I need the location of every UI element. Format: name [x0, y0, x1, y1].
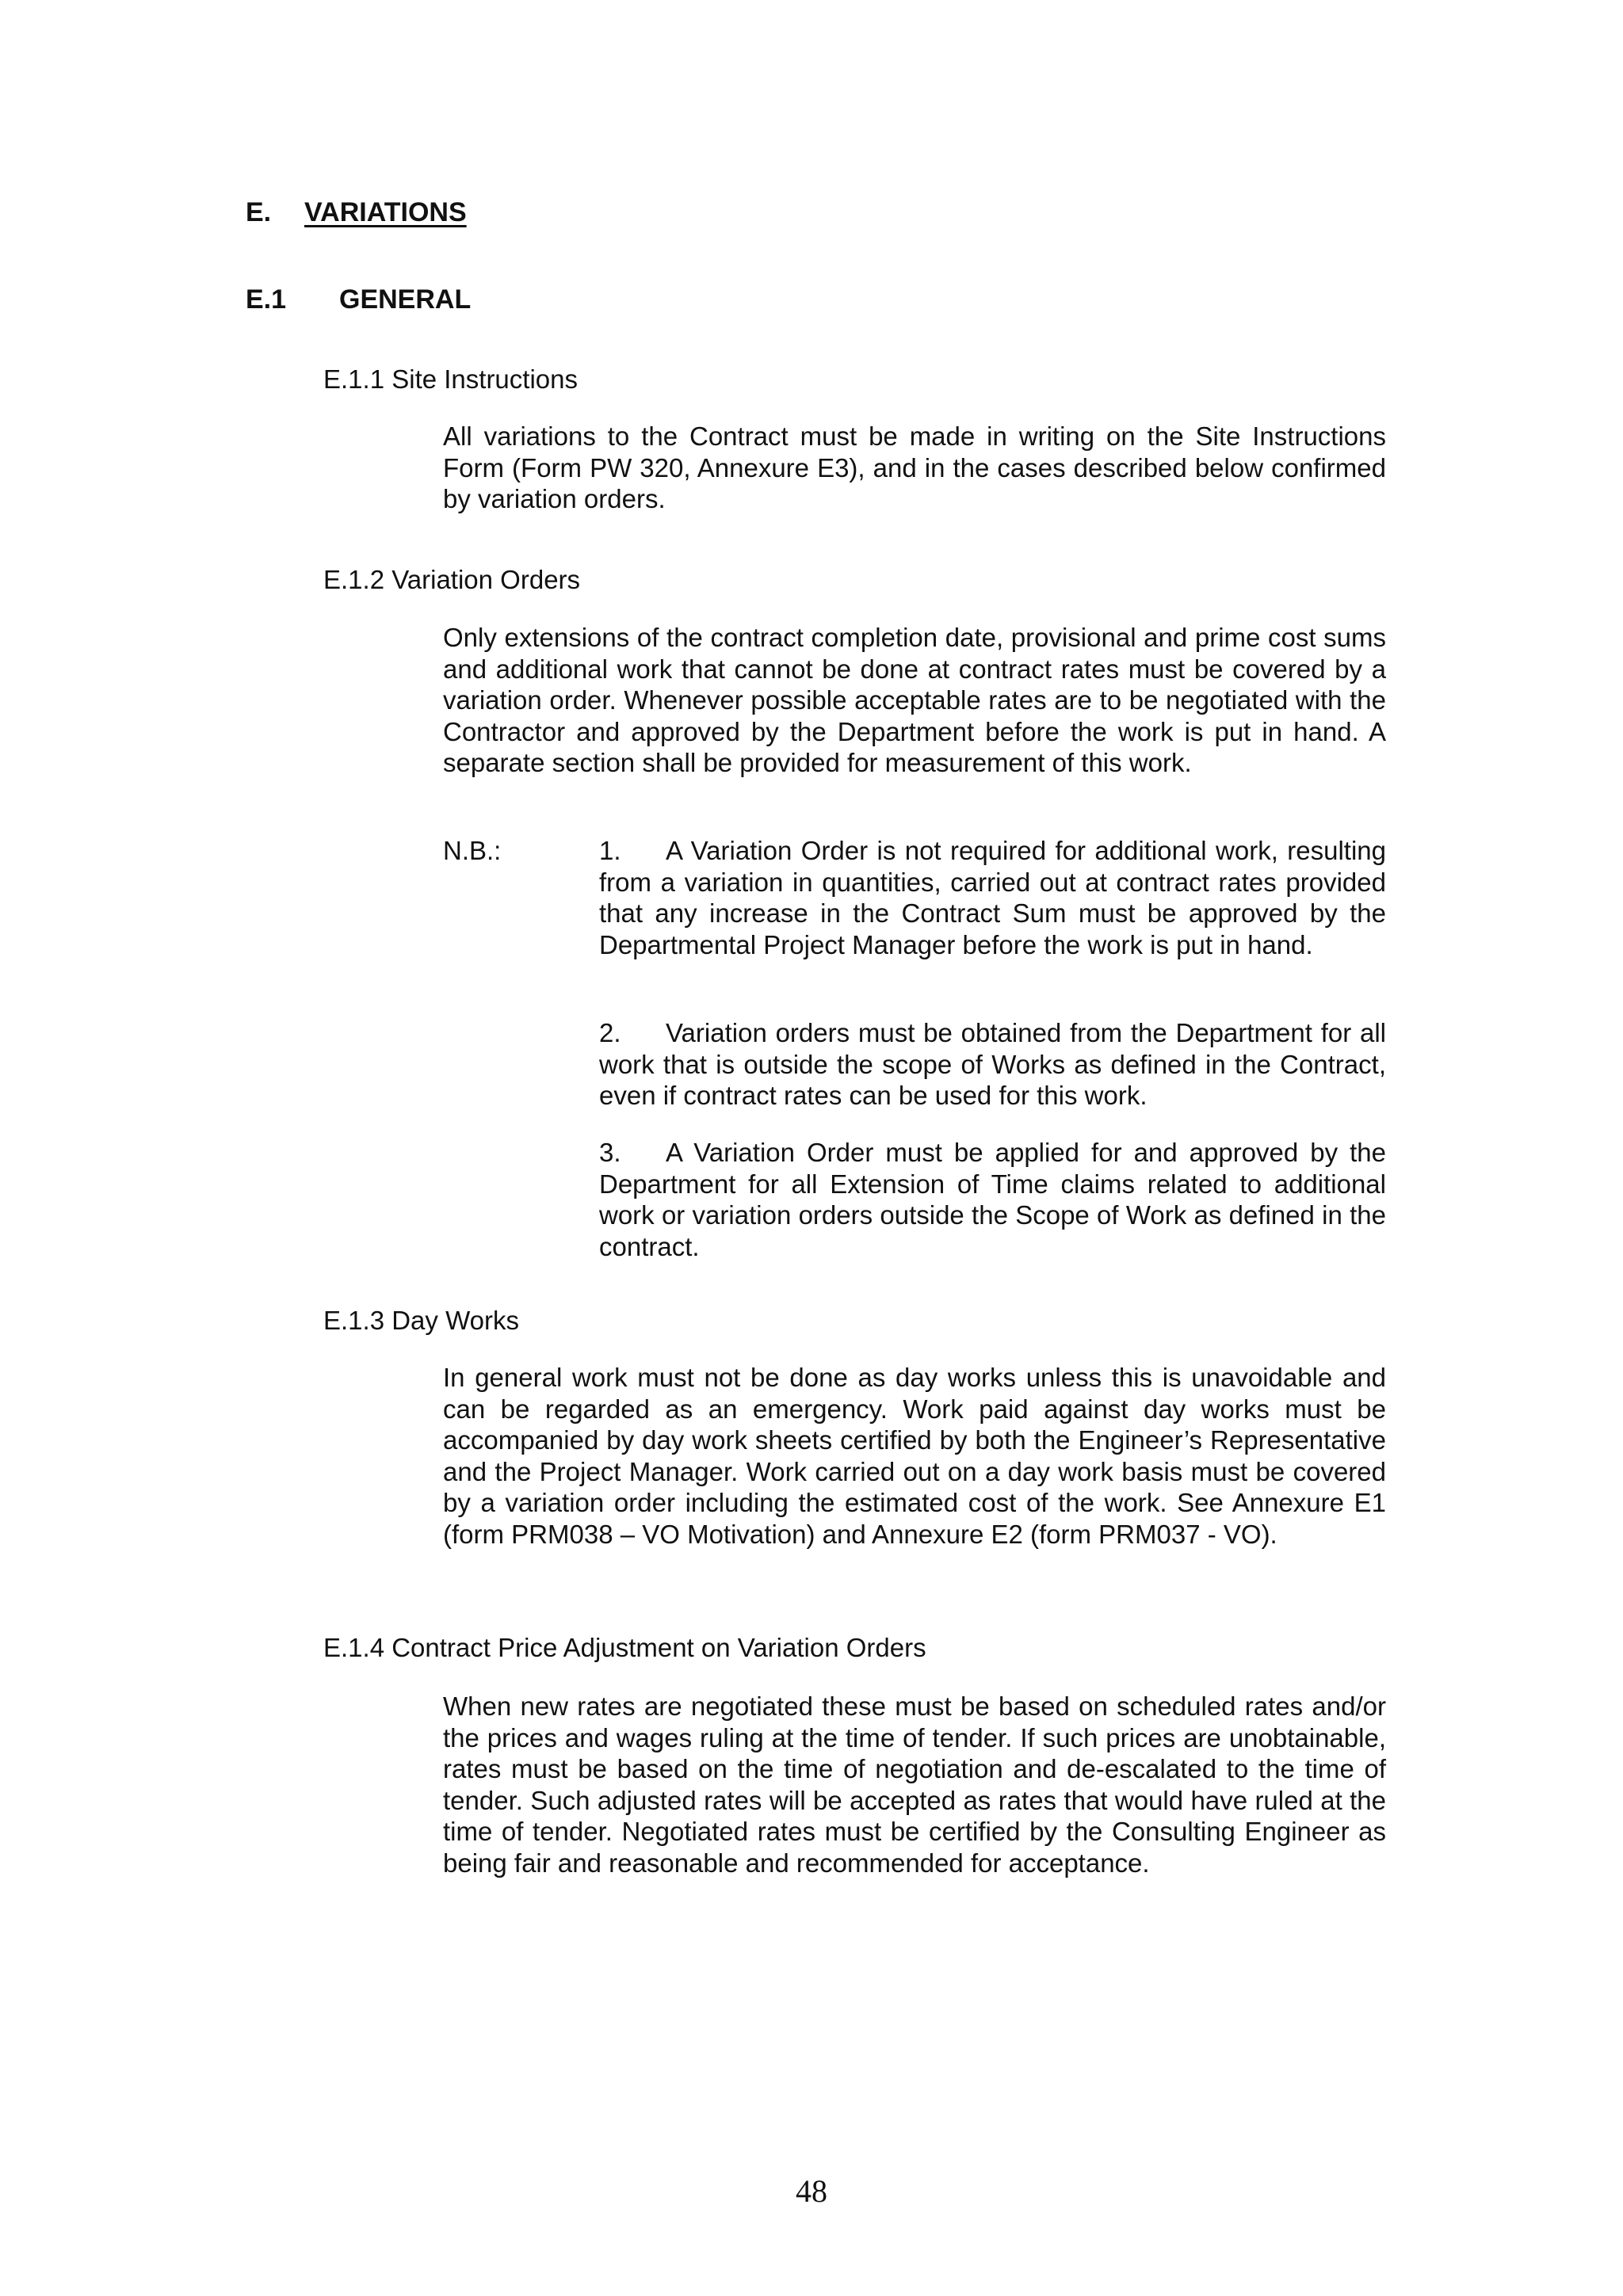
site-instructions-heading: E.1.1 Site Instructions [323, 364, 578, 394]
nb-note-text: Variation orders must be obtained from the Department for all work that is outside the scope of Works as defined in the Contract, even if contract rates can be used for this work. [599, 1018, 1386, 1111]
nb-note-number: 2. [599, 1018, 621, 1047]
price-adjustment-heading: E.1.4 Contract Price Adjustment on Variation Orders [323, 1633, 926, 1662]
nb-note-text: A Variation Order must be applied for and approved by the Department for all Extension of Time claims related to additional work or variation orders outside the Scope of Work as defined in the contract. [599, 1138, 1386, 1261]
nb-note-text: A Variation Order is not required for additional work, resulting from a variation in quantities, carried out at contract rates provided that any increase in the Contract Sum must be approved by the Departmental Project Manager before the work is put in hand. [599, 836, 1386, 959]
nb-label: N.B.: [443, 836, 502, 865]
variation-orders-heading: E.1.2 Variation Orders [323, 565, 581, 594]
page-number: 48 [796, 2173, 827, 2209]
nb-note-number: 3. [599, 1138, 621, 1167]
site-instructions-body: All variations to the Contract must be made in writing on the Site Instructions Form (Form PW 320, Annexure E3), and in the cases described below confirmed by variation orders. [443, 421, 1386, 514]
nb-note [599, 1017, 1386, 1112]
section-title: VARIATIONS [304, 197, 467, 227]
section-heading [246, 196, 467, 229]
subsection-number: E.1 [246, 284, 287, 315]
nb-note-number: 1. [599, 836, 621, 865]
day-works-heading: E.1.3 Day Works [323, 1306, 519, 1335]
variation-orders-body: Only extensions of the contract completion date, provisional and prime cost sums and additional work that cannot be done at contract rates must be covered by a variation order. Whenever possible acceptable rates are to be negotiated with the Contractor and approved by the Department before the work is put in hand. A separate section shall be provided for measurement of this work. [443, 623, 1386, 778]
nb-note [599, 1137, 1386, 1262]
day-works-body: In general work must not be done as day works unless this is unavoidable and can be regarded as an emergency. Work paid against day works must be accompanied by day work sheets certified by both the Engineer’s Representative and the Project Manager. Work carried out on a day work basis must be covered by a variation order including the estimated cost of the work. See Annexure E1 (form PRM038 – VO Motivation) and Annexure E2 (form PRM037 - VO). [443, 1363, 1386, 1549]
subsection-heading [246, 283, 471, 316]
section-number: E. [246, 197, 272, 227]
nb-note [599, 835, 1386, 960]
subsection-title: GENERAL [339, 284, 472, 315]
price-adjustment-body: When new rates are negotiated these must be based on scheduled rates and/or the prices and wages ruling at the time of tender. If such prices are unobtainable, rates must be based on the time of negotiation and de-escalated to the time of tender. Such adjusted rates will be accepted as rates that would have ruled at the time of tender. Negotiated rates must be certified by the Consulting Engineer as being fair and reasonable and recommended for acceptance. [443, 1691, 1386, 1878]
